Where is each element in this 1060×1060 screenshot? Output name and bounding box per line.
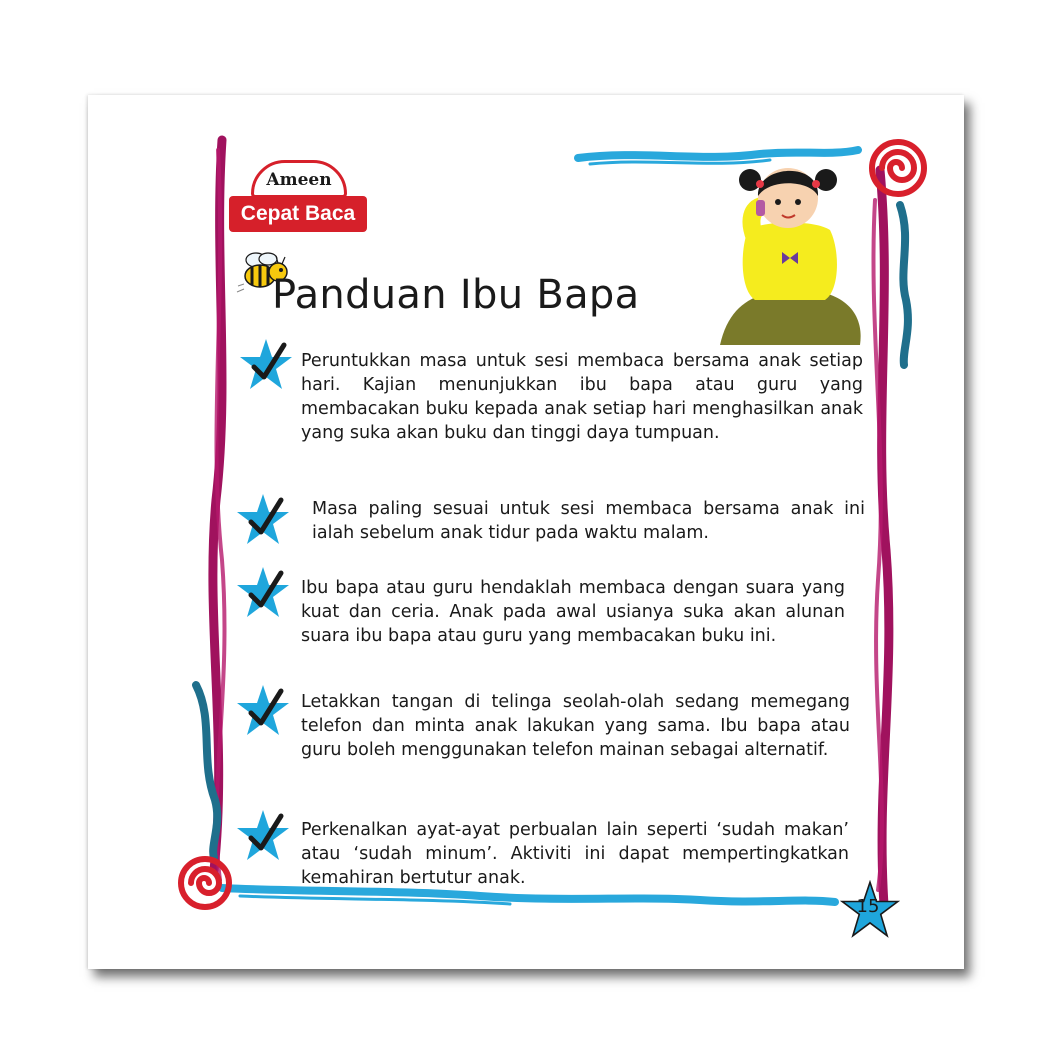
guide-item (312, 497, 865, 545)
star-check-icon (235, 808, 291, 862)
guide-item (301, 576, 845, 648)
star-check-icon (235, 683, 291, 737)
guide-item (301, 349, 863, 445)
star-check-icon (238, 337, 294, 391)
page-number: 15 (856, 896, 880, 917)
page-title: Panduan Ibu Bapa (272, 272, 640, 318)
brand-logo (229, 160, 367, 234)
guide-item-text: Peruntukkan masa untuk sesi membaca bersama anak setiap hari. Kajian menunjukkan ibu bapa atau guru yang membacakan buku kepada anak setiap hari menghasilkan anak yang suka akan buku dan tinggi daya tumpuan. (301, 351, 863, 443)
guide-item (301, 818, 849, 890)
star-check-icon (235, 492, 291, 546)
guide-item (301, 690, 850, 762)
guide-item-text: Ibu bapa atau guru hendaklah membaca dengan suara yang kuat dan ceria. Anak pada awal usianya suka akan alunan suara ibu bapa atau guru yang membacakan buku ini. (301, 578, 845, 646)
star-check-icon (235, 565, 291, 619)
logo-brand-text: Ameen (266, 170, 332, 190)
girl-on-phone-illustration (700, 150, 870, 350)
guide-item-text: Letakkan tangan di telinga seolah-olah sedang memegang telefon dan minta anak lakukan yang sama. Ibu bapa atau guru boleh menggunakan telefon mainan sebagai alternatif. (301, 692, 850, 760)
guide-item-text: Perkenalkan ayat-ayat perbualan lain seperti ‘sudah makan’ atau ‘sudah minum’. Aktiviti ini dapat mempertingkatkan kemahiran bertutur anak. (301, 820, 849, 888)
logo-brand-arc (251, 160, 347, 198)
logo-series-text: Cepat Baca (229, 196, 367, 232)
guide-item-text: Masa paling sesuai untuk sesi membaca bersama anak ini ialah sebelum anak tidur pada waktu malam. (312, 499, 865, 543)
